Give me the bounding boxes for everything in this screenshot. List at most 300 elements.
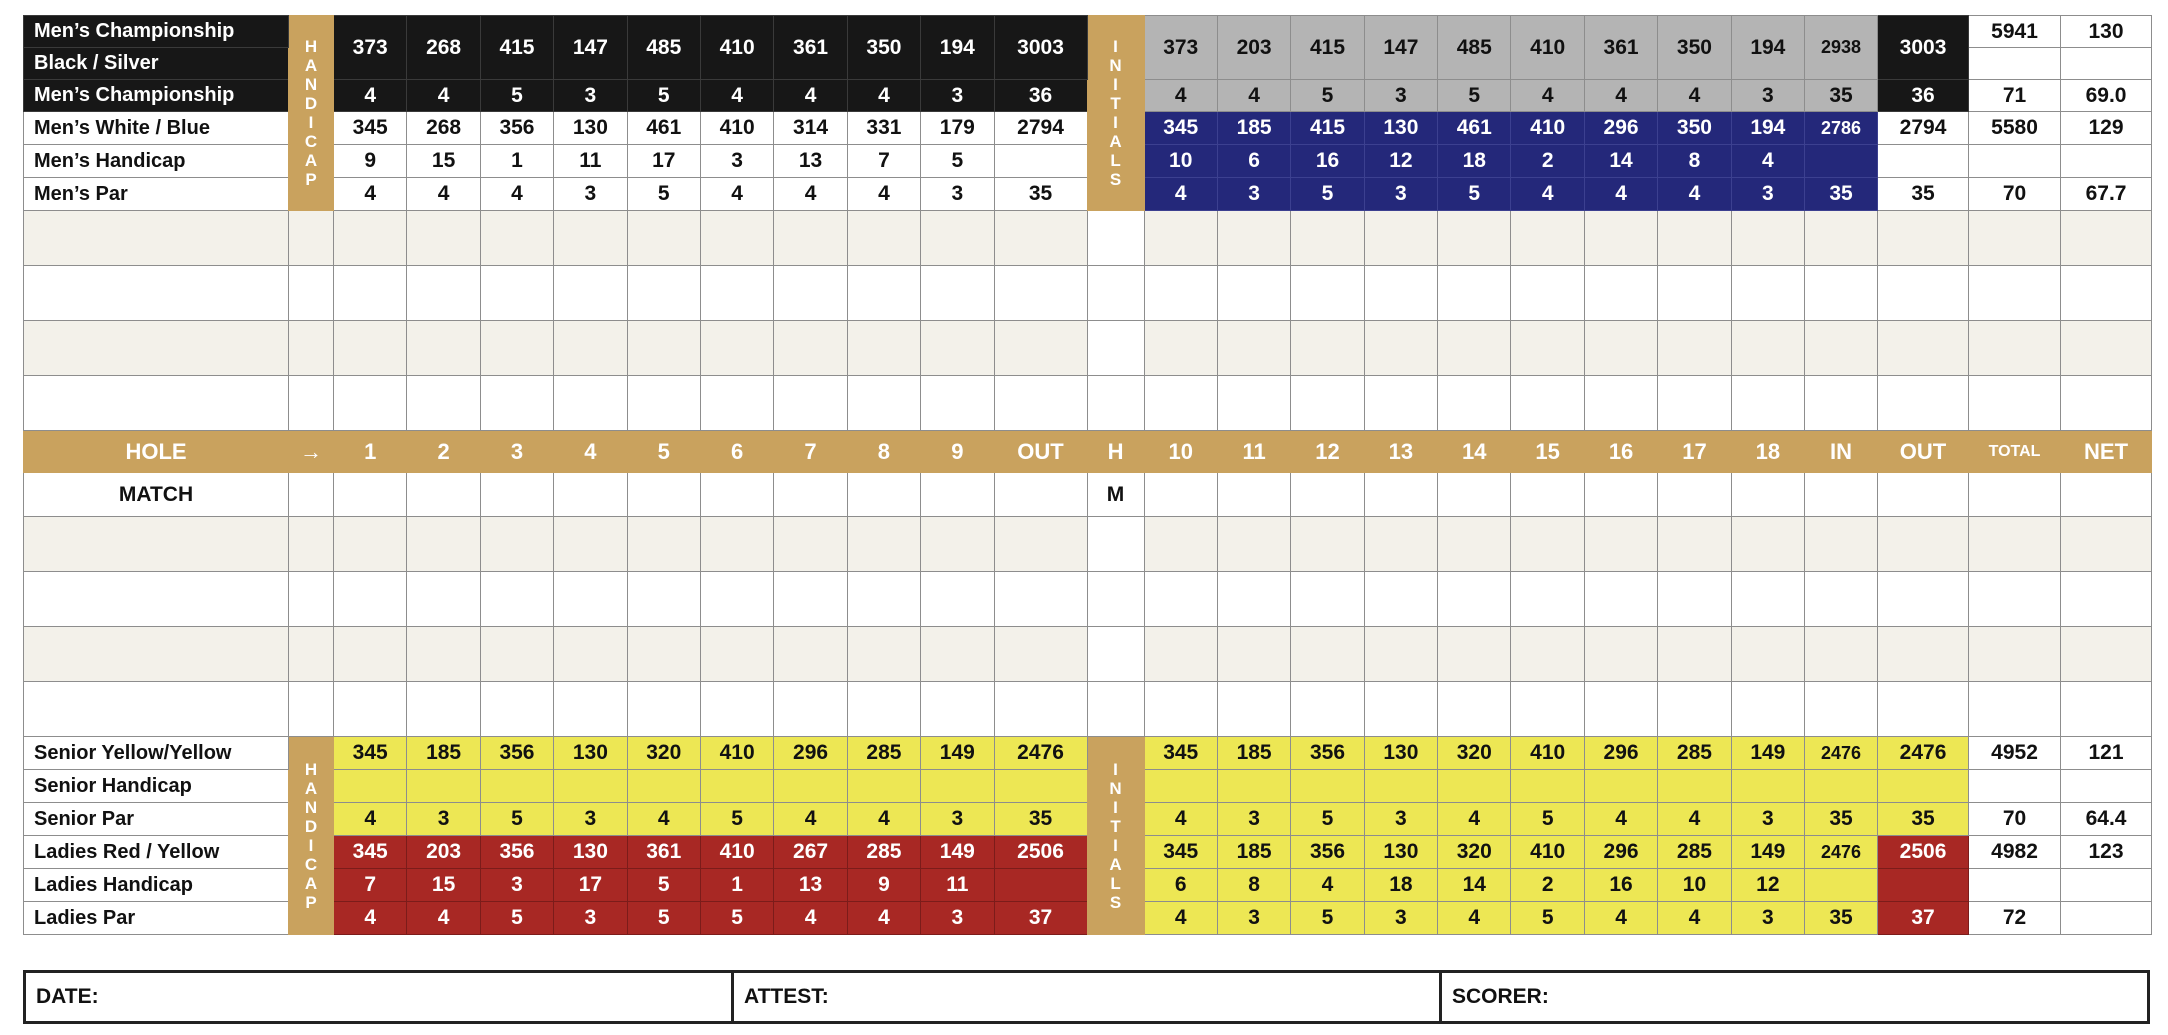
out-score-cell[interactable]	[1878, 682, 1969, 737]
hole-score-cell[interactable]	[700, 682, 773, 737]
front-hole-value: 5	[700, 902, 773, 935]
in-value: 2938	[1805, 16, 1878, 80]
hole-score-cell[interactable]	[1731, 211, 1804, 266]
hole-score-cell[interactable]	[1584, 517, 1657, 572]
net-score-cell[interactable]	[2061, 266, 2152, 321]
hole-score-cell[interactable]	[627, 517, 700, 572]
back-hole-value: 4	[1584, 178, 1657, 211]
hole-score-cell[interactable]	[921, 473, 994, 517]
front-hole-value: 285	[847, 836, 920, 869]
hole-score-cell[interactable]	[1511, 572, 1584, 627]
hole-score-cell[interactable]	[1217, 376, 1290, 431]
total-score-cell[interactable]	[1969, 572, 2061, 627]
hole-score-cell[interactable]	[700, 517, 773, 572]
hole-score-cell[interactable]	[1364, 266, 1437, 321]
initials-cell[interactable]	[1087, 321, 1144, 376]
out-score-cell[interactable]	[1878, 473, 1969, 517]
hole-score-cell[interactable]	[700, 321, 773, 376]
hole-score-cell[interactable]	[480, 376, 553, 431]
total-value: 4982	[1969, 836, 2061, 869]
hole-score-cell[interactable]	[1438, 211, 1511, 266]
hole-score-cell[interactable]	[1511, 473, 1584, 517]
total-score-cell[interactable]	[1969, 376, 2061, 431]
hole-score-cell[interactable]	[1658, 376, 1731, 431]
out-score-cell[interactable]	[994, 376, 1087, 431]
in-score-cell[interactable]	[1805, 682, 1878, 737]
out-score-cell[interactable]	[1878, 211, 1969, 266]
hole-score-cell[interactable]	[554, 572, 627, 627]
hole-score-cell[interactable]	[921, 211, 994, 266]
initials-cell[interactable]	[1087, 211, 1144, 266]
hole-number: 4	[554, 431, 627, 473]
match-label: MATCH	[24, 473, 289, 517]
front-hole-value: 373	[334, 16, 407, 80]
out-total-value: 36	[1878, 80, 1969, 112]
hole-score-cell[interactable]	[334, 321, 407, 376]
hole-score-cell[interactable]	[1584, 682, 1657, 737]
out-score-cell[interactable]	[994, 266, 1087, 321]
total-score-cell[interactable]	[1969, 211, 2061, 266]
front-hole-value: 1	[480, 145, 553, 178]
hole-score-cell[interactable]	[1731, 266, 1804, 321]
hole-score-cell[interactable]	[1217, 473, 1290, 517]
net-value: 64.4	[2061, 803, 2152, 836]
hole-score-cell[interactable]	[334, 572, 407, 627]
net-score-cell[interactable]	[2061, 572, 2152, 627]
player-name-cell[interactable]	[24, 211, 289, 266]
back-hole-value: 18	[1364, 869, 1437, 902]
front-hole-value: 130	[554, 737, 627, 770]
back-hole-value: 130	[1364, 836, 1437, 869]
hole-score-cell[interactable]	[480, 321, 553, 376]
tee-label: Black / Silver	[24, 48, 289, 80]
hole-score-cell[interactable]	[1511, 376, 1584, 431]
hole-score-cell[interactable]	[1584, 266, 1657, 321]
hole-score-cell[interactable]	[627, 682, 700, 737]
net-score-cell[interactable]	[2061, 321, 2152, 376]
hole-score-cell[interactable]	[1731, 473, 1804, 517]
back-hole-value: 461	[1438, 112, 1511, 145]
hole-score-cell[interactable]	[334, 682, 407, 737]
hole-score-cell[interactable]	[1217, 266, 1290, 321]
out-score-cell[interactable]	[1878, 517, 1969, 572]
hole-score-cell[interactable]	[1584, 211, 1657, 266]
hole-score-cell[interactable]	[334, 627, 407, 682]
date-field[interactable]: DATE:	[25, 972, 733, 1023]
hole-score-cell[interactable]	[1144, 682, 1217, 737]
player-name-cell[interactable]	[24, 627, 289, 682]
hole-score-cell[interactable]	[407, 572, 480, 627]
player-score-row	[24, 211, 2152, 266]
total-score-cell[interactable]	[1969, 321, 2061, 376]
hole-score-cell[interactable]	[1364, 572, 1437, 627]
out-score-cell[interactable]	[994, 321, 1087, 376]
in-score-cell[interactable]	[1805, 266, 1878, 321]
out-score-cell[interactable]	[1878, 321, 1969, 376]
hole-score-cell[interactable]	[480, 682, 553, 737]
hole-score-cell[interactable]	[774, 473, 847, 517]
hole-score-cell[interactable]	[1438, 682, 1511, 737]
front-hole-value: 4	[774, 902, 847, 935]
handicap-vertical-label-text: HANDICAP	[304, 759, 318, 912]
hole-score-cell[interactable]	[921, 266, 994, 321]
hole-score-cell[interactable]	[627, 321, 700, 376]
hole-score-cell[interactable]	[1438, 627, 1511, 682]
hole-score-cell[interactable]	[1364, 473, 1437, 517]
front-hole-value: 5	[480, 902, 553, 935]
hole-score-cell[interactable]	[407, 682, 480, 737]
in-score-cell[interactable]	[1805, 211, 1878, 266]
hole-score-cell[interactable]	[627, 211, 700, 266]
hole-score-cell[interactable]	[774, 321, 847, 376]
player-score-row	[24, 517, 2152, 572]
hole-score-cell[interactable]	[1731, 376, 1804, 431]
back-hole-value: 4	[1291, 869, 1364, 902]
hole-score-cell[interactable]	[554, 682, 627, 737]
match-row	[24, 473, 2152, 517]
hole-number: 1	[334, 431, 407, 473]
hole-score-cell[interactable]	[847, 572, 920, 627]
hole-score-cell[interactable]	[700, 211, 773, 266]
hole-score-cell[interactable]	[1291, 572, 1364, 627]
total-value	[1969, 145, 2061, 178]
hole-score-cell[interactable]	[334, 473, 407, 517]
hole-score-cell[interactable]	[1144, 627, 1217, 682]
hole-score-cell[interactable]	[334, 211, 407, 266]
out-score-cell[interactable]	[1878, 266, 1969, 321]
initials-cell[interactable]	[1087, 682, 1144, 737]
back-hole-value: 10	[1658, 869, 1731, 902]
hole-score-cell[interactable]	[554, 211, 627, 266]
hole-score-cell[interactable]	[480, 211, 553, 266]
hole-score-cell[interactable]	[1658, 572, 1731, 627]
front-hole-value: 3	[554, 803, 627, 836]
initials-cell[interactable]	[1087, 572, 1144, 627]
front-hole-value: 4	[847, 80, 920, 112]
hole-score-cell[interactable]	[1511, 682, 1584, 737]
hole-score-cell[interactable]	[921, 376, 994, 431]
scorer-field[interactable]: SCORER:	[1441, 972, 2149, 1023]
hole-score-cell[interactable]	[1217, 321, 1290, 376]
back-hole-value: 130	[1364, 112, 1437, 145]
total-score-cell[interactable]	[1969, 682, 2061, 737]
handicap-cell[interactable]	[289, 517, 334, 572]
scorecard-table	[23, 15, 2152, 935]
hole-score-cell[interactable]	[1144, 517, 1217, 572]
out-score-cell[interactable]	[1878, 627, 1969, 682]
player-name-cell[interactable]	[24, 321, 289, 376]
hole-score-cell[interactable]	[1291, 376, 1364, 431]
front-hole-value: 3	[554, 80, 627, 112]
hole-score-cell[interactable]	[1438, 321, 1511, 376]
hole-score-cell[interactable]	[334, 517, 407, 572]
hole-score-cell[interactable]	[1217, 517, 1290, 572]
hole-score-cell[interactable]	[407, 211, 480, 266]
hole-score-cell[interactable]	[1731, 627, 1804, 682]
in-score-cell[interactable]	[1805, 376, 1878, 431]
hole-score-cell[interactable]	[1144, 572, 1217, 627]
hole-score-cell[interactable]	[1511, 211, 1584, 266]
hole-score-cell[interactable]	[700, 266, 773, 321]
front-hole-value: 4	[407, 80, 480, 112]
hole-score-cell[interactable]	[774, 376, 847, 431]
hole-score-cell[interactable]	[480, 473, 553, 517]
out-value: 35	[994, 178, 1087, 211]
hole-score-cell[interactable]	[1584, 321, 1657, 376]
back-hole-value: 194	[1731, 112, 1804, 145]
player-name-cell[interactable]	[24, 266, 289, 321]
hole-score-cell[interactable]	[1438, 266, 1511, 321]
initials-cell[interactable]	[1087, 627, 1144, 682]
hole-score-cell[interactable]	[1731, 572, 1804, 627]
hole-score-cell[interactable]	[700, 376, 773, 431]
initials-cell[interactable]	[1087, 266, 1144, 321]
hole-score-cell[interactable]	[1658, 266, 1731, 321]
total-score-cell[interactable]	[1969, 266, 2061, 321]
hole-score-cell[interactable]	[407, 376, 480, 431]
hole-score-cell[interactable]	[1144, 211, 1217, 266]
handicap-cell[interactable]	[289, 376, 334, 431]
net-score-cell[interactable]	[2061, 517, 2152, 572]
hole-score-cell[interactable]	[407, 517, 480, 572]
hole-score-cell[interactable]	[480, 266, 553, 321]
back-hole-value: 12	[1364, 145, 1437, 178]
hole-score-cell[interactable]	[407, 266, 480, 321]
hole-score-cell[interactable]	[554, 321, 627, 376]
hole-score-cell[interactable]	[921, 682, 994, 737]
hole-score-cell[interactable]	[1217, 572, 1290, 627]
handicap-cell[interactable]	[289, 682, 334, 737]
hole-score-cell[interactable]	[1217, 211, 1290, 266]
hole-score-cell[interactable]	[407, 473, 480, 517]
out-value: 36	[994, 80, 1087, 112]
player-score-row	[24, 682, 2152, 737]
total-value: 5941	[1969, 16, 2061, 48]
total-score-cell[interactable]	[1969, 517, 2061, 572]
hole-score-cell[interactable]	[847, 266, 920, 321]
hole-score-cell[interactable]	[480, 517, 553, 572]
net-score-cell[interactable]	[2061, 627, 2152, 682]
hole-score-cell[interactable]	[1658, 627, 1731, 682]
hole-score-cell[interactable]	[1511, 266, 1584, 321]
hole-score-cell[interactable]	[1584, 376, 1657, 431]
total-score-cell[interactable]	[1969, 473, 2061, 517]
hole-score-cell[interactable]	[1291, 627, 1364, 682]
hole-score-cell[interactable]	[774, 266, 847, 321]
initials-cell[interactable]	[1087, 376, 1144, 431]
hole-score-cell[interactable]	[554, 266, 627, 321]
hole-score-cell[interactable]	[1438, 572, 1511, 627]
hole-score-cell[interactable]	[847, 211, 920, 266]
handicap-cell[interactable]	[289, 572, 334, 627]
hole-score-cell[interactable]	[1438, 376, 1511, 431]
hole-score-cell[interactable]	[1731, 321, 1804, 376]
hole-score-cell[interactable]	[1731, 517, 1804, 572]
hole-score-cell[interactable]	[1438, 517, 1511, 572]
hole-score-cell[interactable]	[921, 572, 994, 627]
in-score-cell[interactable]	[1805, 473, 1878, 517]
in-score-cell[interactable]	[1805, 627, 1878, 682]
hole-score-cell[interactable]	[334, 376, 407, 431]
hole-score-cell[interactable]	[1658, 473, 1731, 517]
hole-score-cell[interactable]	[847, 321, 920, 376]
hole-score-cell[interactable]	[480, 572, 553, 627]
hole-score-cell[interactable]	[1658, 517, 1731, 572]
out-score-cell[interactable]	[994, 682, 1087, 737]
hole-score-cell[interactable]	[554, 376, 627, 431]
hole-score-cell[interactable]	[847, 517, 920, 572]
hole-score-cell[interactable]	[407, 321, 480, 376]
handicap-cell[interactable]	[289, 321, 334, 376]
player-name-cell[interactable]	[24, 376, 289, 431]
hole-number: 12	[1291, 431, 1364, 473]
front-hole-value: 3	[921, 178, 994, 211]
hole-score-cell[interactable]	[1364, 682, 1437, 737]
hole-score-cell[interactable]	[480, 627, 553, 682]
back-hole-value: 16	[1584, 869, 1657, 902]
net-score-cell[interactable]	[2061, 682, 2152, 737]
hole-score-cell[interactable]	[1364, 321, 1437, 376]
out-score-cell[interactable]	[994, 627, 1087, 682]
hole-score-cell[interactable]	[1144, 266, 1217, 321]
front-hole-value: 5	[700, 803, 773, 836]
front-hole-value: 350	[847, 16, 920, 80]
in-score-cell[interactable]	[1805, 517, 1878, 572]
h-header: H	[1087, 431, 1144, 473]
hole-score-cell[interactable]	[1291, 682, 1364, 737]
player-name-cell[interactable]	[24, 517, 289, 572]
hole-score-cell[interactable]	[774, 627, 847, 682]
hole-score-cell[interactable]	[700, 572, 773, 627]
handicap-cell[interactable]	[289, 211, 334, 266]
out-score-cell[interactable]	[994, 473, 1087, 517]
hole-score-cell[interactable]	[1584, 473, 1657, 517]
front-hole-value: 149	[921, 836, 994, 869]
hole-score-cell[interactable]	[1364, 517, 1437, 572]
total-value: 72	[1969, 902, 2061, 935]
back-hole-value: 3	[1731, 902, 1804, 935]
player-name-cell[interactable]	[24, 682, 289, 737]
handicap-cell[interactable]	[289, 266, 334, 321]
hole-score-cell[interactable]	[627, 376, 700, 431]
hole-score-cell[interactable]	[627, 473, 700, 517]
hole-score-cell[interactable]	[1364, 211, 1437, 266]
hole-score-cell[interactable]	[1364, 376, 1437, 431]
out-score-cell[interactable]	[1878, 572, 1969, 627]
front-hole-value: 203	[407, 836, 480, 869]
hole-score-cell[interactable]	[1217, 627, 1290, 682]
net-value: 130	[2061, 16, 2152, 48]
hole-score-cell[interactable]	[627, 266, 700, 321]
out-value: 35	[994, 803, 1087, 836]
out-score-cell[interactable]	[994, 211, 1087, 266]
hole-score-cell[interactable]	[554, 473, 627, 517]
back-hole-value: 410	[1511, 737, 1584, 770]
initials-cell[interactable]	[1087, 517, 1144, 572]
hole-score-cell[interactable]	[1291, 266, 1364, 321]
handicap-cell[interactable]	[289, 627, 334, 682]
hole-score-cell[interactable]	[1511, 627, 1584, 682]
back-hole-value: 8	[1217, 869, 1290, 902]
hole-number: 15	[1511, 431, 1584, 473]
total-score-cell[interactable]	[1969, 627, 2061, 682]
hole-score-cell[interactable]	[1511, 321, 1584, 376]
hole-score-cell[interactable]	[847, 376, 920, 431]
hole-score-cell[interactable]	[554, 627, 627, 682]
hole-score-cell[interactable]	[847, 627, 920, 682]
out-score-cell[interactable]	[1878, 376, 1969, 431]
hole-score-cell[interactable]	[774, 517, 847, 572]
back-hole-value: 4	[1658, 803, 1731, 836]
hole-score-cell[interactable]	[847, 682, 920, 737]
hole-score-cell[interactable]	[1291, 473, 1364, 517]
front-hole-value: 3	[921, 80, 994, 112]
hole-score-cell[interactable]	[774, 682, 847, 737]
in-score-cell[interactable]	[1805, 321, 1878, 376]
in-score-cell[interactable]	[1805, 572, 1878, 627]
net-score-cell[interactable]	[2061, 376, 2152, 431]
net-score-cell[interactable]	[2061, 211, 2152, 266]
back-hole-value: 185	[1217, 737, 1290, 770]
hole-score-cell[interactable]	[1217, 682, 1290, 737]
handicap-cell[interactable]	[289, 473, 334, 517]
back-hole-value: 149	[1731, 737, 1804, 770]
hole-score-cell[interactable]	[1291, 211, 1364, 266]
hole-score-cell[interactable]	[921, 321, 994, 376]
hole-score-cell[interactable]	[774, 572, 847, 627]
hole-score-cell[interactable]	[1584, 627, 1657, 682]
back-hole-value: 6	[1144, 869, 1217, 902]
hole-score-cell[interactable]	[1144, 376, 1217, 431]
net-score-cell[interactable]	[2061, 473, 2152, 517]
out-score-cell[interactable]	[994, 517, 1087, 572]
hole-score-cell[interactable]	[921, 517, 994, 572]
hole-score-cell[interactable]	[407, 627, 480, 682]
player-name-cell[interactable]	[24, 572, 289, 627]
out-score-cell[interactable]	[994, 572, 1087, 627]
tee-label: Men’s Championship	[24, 16, 289, 48]
hole-score-cell[interactable]	[1364, 627, 1437, 682]
attest-field[interactable]: ATTEST:	[733, 972, 1441, 1023]
hole-score-cell[interactable]	[1584, 572, 1657, 627]
hole-score-cell[interactable]	[1731, 682, 1804, 737]
hole-score-cell[interactable]	[1658, 321, 1731, 376]
hole-score-cell[interactable]	[1438, 473, 1511, 517]
hole-score-cell[interactable]	[1291, 321, 1364, 376]
hole-score-cell[interactable]	[334, 266, 407, 321]
hole-score-cell[interactable]	[1658, 682, 1731, 737]
hole-score-cell[interactable]	[774, 211, 847, 266]
back-hole-value: 5	[1511, 803, 1584, 836]
total-header: TOTAL	[1969, 431, 2061, 473]
hole-score-cell[interactable]	[847, 473, 920, 517]
hole-score-cell[interactable]	[1144, 321, 1217, 376]
hole-score-cell[interactable]	[921, 627, 994, 682]
hole-score-cell[interactable]	[554, 517, 627, 572]
front-hole-value: 5	[627, 178, 700, 211]
hole-score-cell[interactable]	[1511, 517, 1584, 572]
hole-score-cell[interactable]	[1658, 211, 1731, 266]
hole-score-cell[interactable]	[700, 473, 773, 517]
hole-score-cell[interactable]	[627, 627, 700, 682]
hole-score-cell[interactable]	[1144, 473, 1217, 517]
front-hole-value: 361	[627, 836, 700, 869]
back-hole-value	[1511, 770, 1584, 803]
hole-score-cell[interactable]	[700, 627, 773, 682]
front-hole-value: 17	[554, 869, 627, 902]
hole-score-cell[interactable]	[627, 572, 700, 627]
hole-score-cell[interactable]	[1291, 517, 1364, 572]
